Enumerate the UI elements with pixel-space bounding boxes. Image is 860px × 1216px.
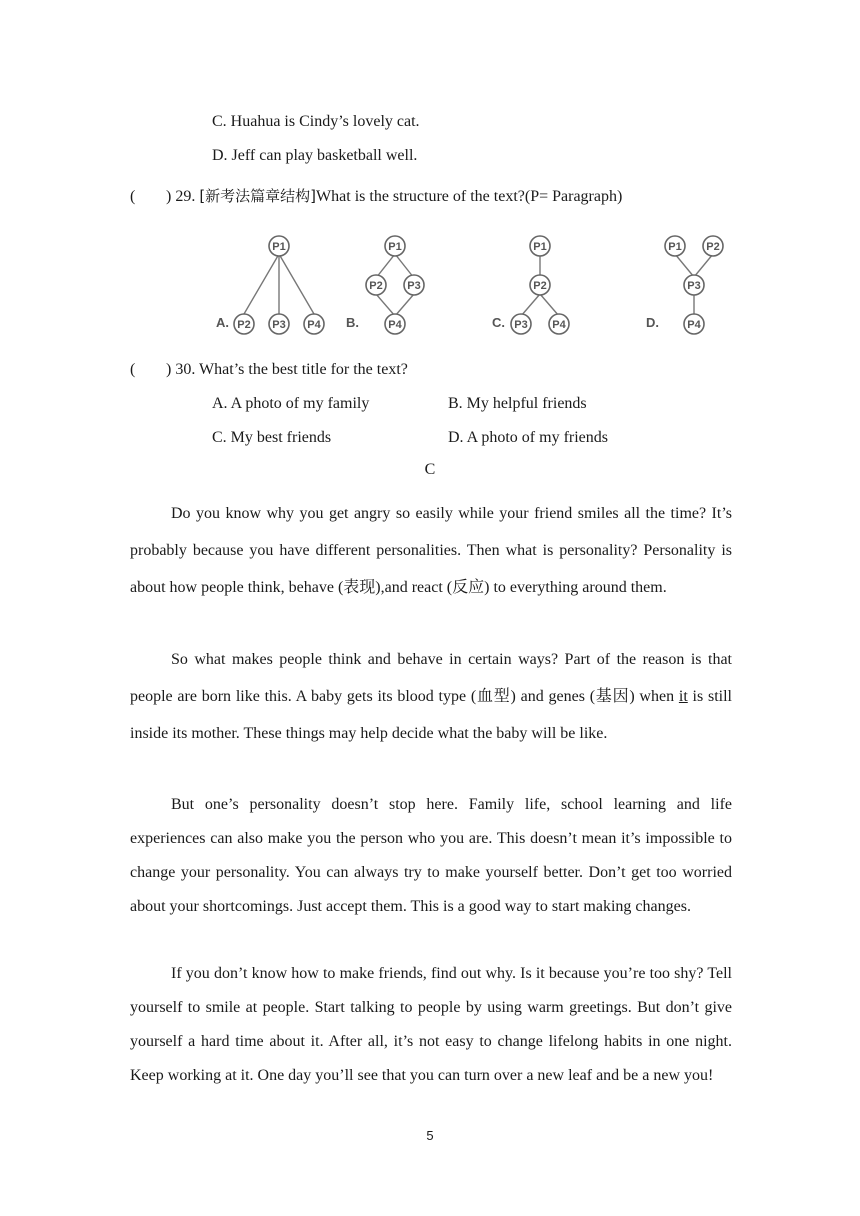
svg-text:P4: P4 [552,319,566,331]
question-text: What’s the best title for the text? [199,361,408,378]
diagram-option-c [492,236,569,334]
diagram-option-b [346,236,424,334]
structure-diagram [206,226,726,342]
q30-option-a: A. A photo of my family [212,395,370,412]
diagram-label-a: A. [216,315,229,330]
node-p4 [385,314,405,334]
svg-text:P4: P4 [307,319,321,331]
node-p2 [234,314,254,334]
node-p3 [404,275,424,295]
svg-text:P1: P1 [533,241,547,253]
node-p2 [530,275,550,295]
question-text: What is the structure of the text?(P= Paragraph) [316,188,623,205]
passage-paragraph-1: Do you know why you get angry so easily while your friend smiles all the time? It’s probably because you have different personalities. Then what is personality? Personality is about how people think, behave (表现),and react (反应) to everything around them. [130,505,732,596]
svg-text:P3: P3 [687,280,701,292]
answer-blank: ( [130,361,136,378]
node-p2 [366,275,386,295]
svg-text:P4: P4 [687,319,701,331]
q30-stem [130,360,408,380]
page-number: 5 [426,1128,434,1143]
q30-option-d: D. A photo of my friends [448,429,608,446]
node-p1 [665,236,685,256]
node-p4 [684,314,704,334]
underlined-word: it [678,688,688,705]
q29-stem [130,186,622,207]
diagram-option-a [216,236,324,334]
diagram-label-b: B. [346,315,359,330]
node-p4 [549,314,569,334]
svg-text:P3: P3 [407,280,421,292]
svg-text:P2: P2 [533,280,547,292]
question-tag: [新考法篇章结构] [199,187,317,205]
svg-text:P4: P4 [388,319,402,331]
answer-blank: ( [130,188,136,205]
answer-blank-close: ) [166,361,172,378]
passage-paragraph-2: So what makes people think and behave in certain ways? Part of the reason is that people are born like this. A baby gets its blood type (血型) and genes (基因) when it is still inside its mother. These things may help decide what the baby will be like. [130,651,732,742]
question-number: 30. [175,361,196,378]
passage-paragraph-4: If you don’t know how to make friends, find out why. Is it because you’re too shy? Tell yourself to smile at people. Start talking to people by using warm greetings. But don’t give yourself a hard time about it. After all, it’s not easy to change lifelong habits in one night. Keep working at it. One day you’ll see that you can turn over a new leaf and be a new you! [130,965,732,1084]
diagram-label-d: D. [646,315,659,330]
node-p3 [269,314,289,334]
svg-text:P1: P1 [388,241,402,253]
q28-option-d: D. Jeff can play basketball well. [212,147,418,164]
q30-option-b: B. My helpful friends [448,395,587,412]
svg-text:P2: P2 [369,280,383,292]
svg-text:P3: P3 [272,319,286,331]
svg-text:P1: P1 [668,241,682,253]
svg-text:P3: P3 [514,319,528,331]
passage-paragraph-3: But one’s personality doesn’t stop here. Family life, school learning and life experiences can also make you the person who you are. This doesn’t mean it’s impossible to change your personality. You can always try to make yourself better. Don’t get too worried about your shortcomings. Just accept them. This is a good way to start making changes. [130,796,732,915]
q30-option-c: C. My best friends [212,429,332,446]
node-p3 [511,314,531,334]
svg-text:P2: P2 [237,319,251,331]
svg-text:P2: P2 [706,241,720,253]
node-p1 [385,236,405,256]
question-number: 29. [175,188,196,205]
answer-blank-close: ) [166,188,172,205]
node-p3 [684,275,704,295]
svg-text:P1: P1 [272,241,286,253]
diagram-label-c: C. [492,315,505,330]
q28-option-c: C. Huahua is Cindy’s lovely cat. [212,113,420,130]
node-p1 [530,236,550,256]
node-p1 [269,236,289,256]
node-p2 [703,236,723,256]
section-heading: C [424,461,436,478]
node-p4 [304,314,324,334]
diagram-option-d [646,236,723,334]
